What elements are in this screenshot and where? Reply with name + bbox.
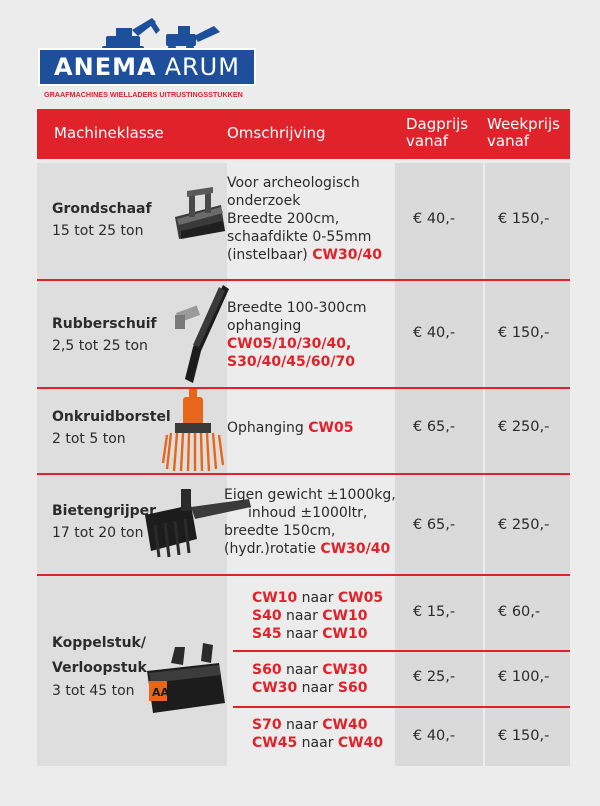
machine-name-line2: Verloopstuk — [52, 660, 147, 676]
subrow-separator — [233, 706, 570, 708]
day-price: € 25,- — [413, 669, 456, 685]
row-description: Breedte 100-300cm ophanging CW05/10/30/40, S30/40/45/60/70 — [227, 300, 367, 370]
onkruidborstel-image — [161, 389, 225, 473]
brand-logo — [38, 14, 256, 99]
machine-range: 3 tot 45 ton — [52, 683, 135, 699]
coupling-code: CW30/40 — [320, 541, 391, 557]
header-weekprijs: Weekprijs — [487, 115, 560, 133]
row-separator — [37, 387, 570, 389]
machine-range: 17 tot 20 ton — [52, 525, 144, 541]
koppelstuk-image — [141, 641, 231, 727]
machine-name: Rubberschuif — [52, 316, 157, 332]
week-price: € 250,- — [498, 419, 550, 435]
row-description: Ophanging CW05 — [227, 420, 354, 436]
brand-name-light: ARUM — [164, 53, 240, 81]
excavator-silhouette-icon — [86, 16, 226, 52]
coupling-group-1: CW10 naar CW05 S40 naar CW10 S45 naar CW10 — [252, 590, 384, 642]
brand-badge — [38, 48, 256, 86]
rubberschuif-image — [167, 281, 231, 385]
machine-name: Grondschaaf — [52, 201, 152, 217]
header-dagprijs-vanaf: vanaf — [406, 132, 449, 150]
row-separator — [37, 473, 570, 475]
brand-tagline: GRAAFMACHINES WIELLADERS UITRUSTINGSSTUKKEN — [44, 90, 243, 99]
day-price: € 15,- — [413, 604, 456, 620]
week-price: € 150,- — [498, 211, 550, 227]
week-price: € 100,- — [498, 669, 550, 685]
day-price: € 40,- — [413, 211, 456, 227]
machine-name: Onkruidborstel — [52, 409, 171, 425]
row-separator — [37, 279, 570, 281]
coupling-code: CW30/40 — [312, 247, 383, 263]
brand-name-bold: ANEMA — [54, 53, 157, 81]
week-price: € 150,- — [498, 728, 550, 744]
header-omschrijving: Omschrijving — [227, 124, 326, 142]
svg-text:AA: AA — [152, 686, 170, 699]
machine-range: 15 tot 25 ton — [52, 223, 144, 239]
row-description: Eigen gewicht ±1000kg, inhoud ±1000ltr, breedte 150cm, (hydr.)rotatie CW30/40 — [224, 487, 396, 557]
header-weekprijs-vanaf: vanaf — [487, 132, 530, 150]
coupling-group-2: S60 naar CW30 CW30 naar S60 — [252, 662, 368, 696]
coupling-group-3: S70 naar CW40 CW45 naar CW40 — [252, 717, 384, 751]
table-header — [37, 109, 570, 159]
row-description: Voor archeologisch onderzoek Breedte 200cm, schaafdikte 0-55mm (instelbaar) CW30/40 — [227, 175, 383, 263]
machine-range: 2,5 tot 25 ton — [52, 338, 148, 354]
machine-range: 2 tot 5 ton — [52, 431, 126, 447]
coupling-code: CW05 — [308, 420, 354, 436]
week-price: € 250,- — [498, 517, 550, 533]
day-price: € 65,- — [413, 517, 456, 533]
subrow-separator — [233, 650, 570, 652]
machine-name: Bietengrijper — [52, 503, 157, 519]
day-price: € 65,- — [413, 419, 456, 435]
day-price: € 40,- — [413, 325, 456, 341]
header-machineklasse: Machineklasse — [54, 124, 164, 142]
machine-name: Koppelstuk/ — [52, 635, 146, 651]
week-price: € 150,- — [498, 325, 550, 341]
header-dagprijs: Dagprijs — [406, 115, 469, 133]
price-table — [37, 163, 570, 766]
week-price: € 60,- — [498, 604, 541, 620]
row-separator — [37, 574, 570, 576]
grondschaaf-image — [171, 187, 229, 243]
day-price: € 40,- — [413, 728, 456, 744]
